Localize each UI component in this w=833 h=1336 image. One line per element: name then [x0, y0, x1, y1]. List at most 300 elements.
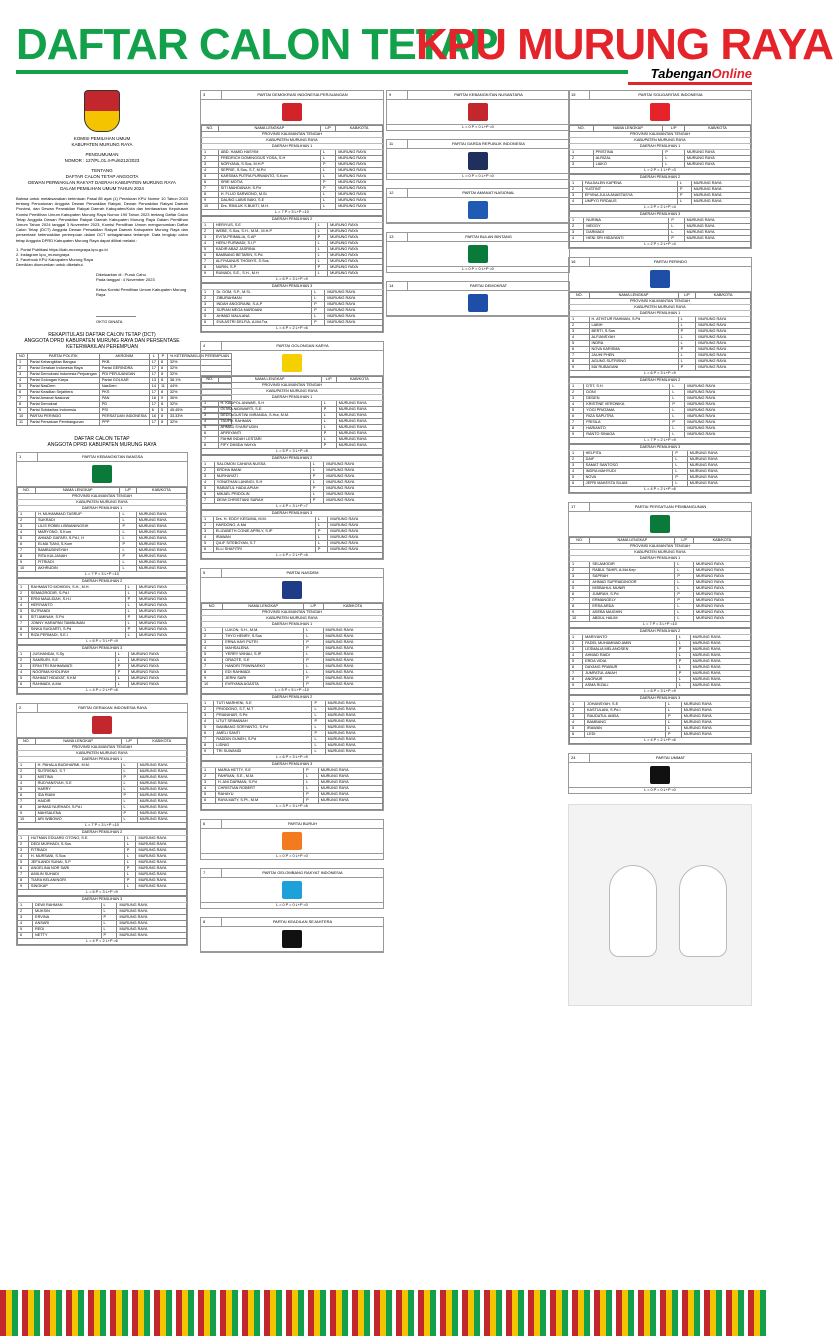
candidate-name: HELPITA: [583, 451, 673, 457]
city: MURUNG RAYA: [136, 542, 186, 548]
gender: L: [304, 774, 319, 780]
candidate-name: RAYA MATY, S.Pt., M.M: [215, 798, 303, 804]
gender: L: [304, 780, 319, 786]
gender: L: [670, 396, 685, 402]
city: MURUNG RAYA: [328, 265, 383, 271]
row-number: 7: [570, 353, 590, 359]
city: MURUNG RAYA: [684, 156, 750, 162]
announcement-body: Bahwa untuk melaksanakan ketentuan Pasal 85 ayat (1) Peraturan KPU Nomor 10 Tahun 2023 tentang Pencalonan Anggota Dewan Perwakilan Rakyat, Dewan Perwakilan Rakyat Daerah Provinsi, dan Dewan Perwakilan Rakyat Daerah Kabupaten/Kota dan berdasarkan Keputusan Komisi Pemilihan Umum Kabupaten Murung Raya Nomor 190 Tahun 2023 tentang Daftar Calon Tetap Anggota Dewan Perwakilan Rakyat Daerah Kabupaten Murung Raya Dalam Pemilihan Umum Tahun 2024 tanggal 3 November 2023, Komisi Pemilihan Umum mengumumkan Daftar Calon Tetap (DCT) Anggota Dewan Perwakilan Rakyat Daerah Kabupaten Murung Raya dan persentase keterwakilan perempuan dalam DCT sebagaimana terlampir. Data lengkap calon tetap Anggota DPRD Kabupaten Murung Raya dapat dilihat melalui :: [16, 196, 188, 243]
candidate-name: AFIRIYANTI: [218, 431, 321, 437]
gender: L: [673, 463, 687, 469]
column-header: L/P: [678, 293, 696, 299]
gender: L: [312, 713, 325, 719]
candidate-name: JERNI SARI: [223, 676, 304, 682]
city: MURUNG RAYA: [685, 414, 751, 420]
decorative-footer-border: [0, 1290, 768, 1336]
dapil-label: DAERAH PEMILIHAN 3: [18, 897, 187, 903]
city: MURUNG RAYA: [693, 586, 750, 592]
candidate-name: SALOMON CAHAYA NUSSA: [214, 462, 310, 468]
candidate-name: SAPRAH: [590, 574, 675, 580]
city: MURUNG RAYA: [325, 725, 382, 731]
party-number: 8: [201, 918, 222, 926]
row-number: 10: [18, 817, 36, 823]
gender: L: [315, 259, 328, 265]
party-number: 17: [569, 503, 590, 511]
row-number: 5: [570, 341, 590, 347]
city: MURUNG RAYA: [684, 162, 750, 168]
gender: L: [115, 658, 128, 664]
candidate-name: H. MURSANI, S.Sos: [28, 854, 124, 860]
gender: L: [121, 763, 137, 769]
gender: L: [673, 469, 687, 475]
party-number: 2: [17, 704, 38, 712]
gender: P: [676, 659, 690, 665]
row-number: 3: [18, 915, 33, 921]
candidate-name: IRAWAN: [213, 535, 315, 541]
candidate-name: ANSARI: [33, 921, 101, 927]
party-number: 7: [201, 869, 222, 877]
city: MURUNG RAYA: [137, 615, 187, 621]
party-name: PARTAI DEMOKRAT: [469, 283, 508, 288]
city: MURUNG RAYA: [136, 836, 187, 842]
column-header: NAMA LENGKAP: [218, 377, 321, 383]
candidate-name: FITRIADI: [35, 560, 120, 566]
candidate-table: [569, 377, 751, 444]
row-number: 9: [202, 271, 214, 277]
city: MURUNG RAYA: [336, 437, 382, 443]
gender: P: [321, 443, 336, 449]
row-number: 4: [570, 653, 583, 659]
gender: L: [310, 480, 323, 486]
gender: P: [124, 866, 136, 872]
gender: P: [312, 320, 325, 326]
city: MURUNG RAYA: [324, 480, 383, 486]
gender: L: [124, 884, 136, 890]
dapil-summary: L = 7 P = 3 L+P =10: [570, 622, 751, 628]
city: MURUNG RAYA: [325, 320, 383, 326]
gender: P: [315, 265, 328, 271]
gender: L: [673, 457, 687, 463]
city: MURUNG RAYA: [137, 811, 186, 817]
row-number: 3: [202, 529, 214, 535]
candidate-table: [17, 738, 187, 829]
party-name: PARTAI SOLIDARITAS INDONESIA: [638, 92, 703, 97]
party-header: [17, 704, 187, 713]
candidate-table: [569, 695, 751, 744]
candidate-name: WEBE, S.Sos, S.H., M.M., M.H.P: [213, 229, 315, 235]
city: MURUNG RAYA: [137, 763, 186, 769]
row-number: 5: [202, 314, 214, 320]
row-number: 7: [202, 186, 219, 192]
row-number: 1: [570, 150, 594, 156]
candidate-name: ASMA RIZALI: [583, 683, 677, 689]
row-number: 3: [202, 474, 215, 480]
city: MURUNG RAYA: [696, 347, 751, 353]
candidate-name: RABUL TAHIR, A.Md.Kep: [590, 568, 675, 574]
row-number: 6: [570, 347, 590, 353]
dapil-summary: L = 4 P = 2 L+P =6: [202, 326, 383, 332]
row-number: 4: [202, 480, 215, 486]
party-number: 11: [387, 140, 408, 148]
candidate-name: SUKRADI: [35, 518, 120, 524]
city: MURUNG RAYA: [136, 536, 186, 542]
row-number: 7: [202, 737, 214, 743]
dapil-summary: L = 6 P = 3 L+P =9: [202, 755, 383, 761]
candidate-table: [17, 896, 187, 945]
gender: L: [121, 787, 137, 793]
gender: L: [312, 725, 325, 731]
gender: P: [304, 676, 323, 682]
gender: L: [125, 633, 136, 639]
city: MURUNG RAYA: [336, 156, 383, 162]
city: MURUNG RAYA: [693, 604, 750, 610]
row-number: 4: [570, 720, 585, 726]
candidate-name: ELLI SHAFITRI: [213, 547, 315, 553]
row-number: 3: [202, 235, 214, 241]
gender: L: [315, 253, 328, 259]
gender: L: [315, 517, 328, 523]
party-header: [201, 869, 383, 878]
dapil-label: DAERAH PEMILIHAN 2: [202, 456, 383, 462]
candidate-name: ELIZABETH CONIE APRILY, S.IP: [213, 529, 315, 535]
dapil-summary: L = 4 P = 3 L+P =7: [202, 504, 383, 510]
candidate-name: JUMRAH, S.Pd: [590, 592, 675, 598]
candidate-name: BERTI, S.Sos: [589, 329, 678, 335]
row-number: 6: [202, 492, 215, 498]
row-number: 10: [18, 566, 36, 572]
city: MURUNG RAYA: [128, 670, 186, 676]
candidate-name: FAHMI INDAH LESTARI: [218, 437, 321, 443]
row-number: 6: [202, 731, 214, 737]
demokrat-logo-icon: [468, 294, 488, 312]
city: MURUNG RAYA: [324, 498, 383, 504]
gender: P: [304, 768, 319, 774]
city: MURUNG RAYA: [137, 585, 187, 591]
city: MURUNG RAYA: [136, 878, 187, 884]
gender: L: [124, 836, 136, 842]
candidate-name: JUSHANDAI, S.Sy: [30, 652, 115, 658]
city: MURUNG RAYA: [684, 218, 750, 224]
party-header: [387, 189, 569, 198]
row-number: 1: [202, 701, 214, 707]
city: MURUNG RAYA: [328, 535, 383, 541]
party-header: [569, 503, 751, 512]
city: MURUNG RAYA: [325, 296, 383, 302]
row-number: 3: [202, 640, 223, 646]
column-header: L/P: [121, 739, 137, 745]
row-number: 4: [570, 199, 583, 205]
gelora-logo-icon: [282, 881, 302, 899]
party-block-garuda: [386, 139, 570, 180]
dapil-label: DAERAH PEMILIHAN 1: [570, 311, 751, 317]
candidate-name: EDI RAHMADI: [223, 670, 304, 676]
city: MURUNG RAYA: [137, 597, 187, 603]
row-number: 7: [18, 872, 29, 878]
city: MURUNG RAYA: [137, 793, 186, 799]
city: MURUNG RAYA: [325, 308, 383, 314]
row-number: 3: [570, 230, 584, 236]
party-header: [569, 754, 751, 763]
candidate-name: ERNA HAYI PUTRI: [223, 640, 304, 646]
dapil-summary: L = 4 P = 2 L+P =6: [202, 553, 383, 559]
province-label: PROVINSI KALIMANTAN TENGAH: [202, 383, 383, 389]
party-name: PARTAI GELOMBANG RAKYAT INDONESIA: [262, 870, 343, 875]
party-logo: [201, 927, 383, 952]
column-header: L/P: [663, 126, 684, 132]
party-logo: [201, 829, 383, 854]
city: MURUNG RAYA: [324, 486, 383, 492]
candidate-name: HERIYUS, S.E: [213, 223, 315, 229]
city: MURUNG RAYA: [136, 854, 187, 860]
candidate-name: JAUHI PHEN: [589, 353, 678, 359]
row-number: 3: [18, 524, 36, 530]
city: MURUNG RAYA: [693, 616, 750, 622]
candidate-name: AHMAD RAIDI: [583, 653, 677, 659]
city: MURUNG RAYA: [136, 524, 186, 530]
nasdem-logo-icon: [282, 581, 302, 599]
city: MURUNG RAYA: [318, 798, 382, 804]
city: MURUNG RAYA: [323, 658, 382, 664]
city: MURUNG RAYA: [685, 396, 751, 402]
gender: L: [678, 199, 692, 205]
row-number: 2: [18, 842, 29, 848]
candidate-name: LUKON, S.H., M.M.: [223, 628, 304, 634]
city: MURUNG RAYA: [137, 609, 187, 615]
candidate-name: AHMAD MAULANA: [214, 314, 312, 320]
candidate-name: DAIF: [583, 457, 673, 463]
gender: P: [312, 308, 325, 314]
row-number: 9: [202, 749, 214, 755]
gender: L: [120, 536, 136, 542]
candidate-name: ANGELINA NOR SARI: [28, 866, 124, 872]
row-number: 4: [18, 530, 36, 536]
city: MURUNG RAYA: [324, 468, 383, 474]
candidate-name: SINGKAP: [28, 884, 124, 890]
mascot-right-icon: [679, 865, 727, 957]
city: MURUNG RAYA: [336, 174, 383, 180]
gender: L: [315, 241, 328, 247]
city: MURUNG RAYA: [128, 682, 186, 688]
party-logo: [17, 713, 187, 738]
gender: L: [304, 628, 323, 634]
regency-label: KABUPATEN MURUNG RAYA: [18, 500, 187, 506]
row-number: 7: [570, 598, 590, 604]
gender: L: [101, 903, 117, 909]
city: MURUNG RAYA: [136, 884, 187, 890]
column-header: NO.: [202, 604, 223, 610]
candidate-name: PRIANIHAR, S.Pd: [214, 713, 312, 719]
city: MURUNG RAYA: [136, 512, 186, 518]
candidate-name: H. ATHITUR RAHMAN, S.Pd: [589, 317, 678, 323]
gender: L: [312, 737, 325, 743]
candidate-name: BAMBANG SORYANTO, S.Pd: [214, 725, 312, 731]
dapil-summary: L = 6 P = 3 L+P =9: [570, 689, 751, 695]
city: MURUNG RAYA: [323, 676, 382, 682]
city: MURUNG RAYA: [685, 426, 751, 432]
regency-label: KABUPATEN MURUNG RAYA: [18, 751, 187, 757]
announcement-links: 1. Portal Publikasi https://kab-murungraya.kpu.go.id 2. Instagram kpu_murungraya 3. Facebook KPU Kabupaten Murung Raya Demikian diumumkan untuk diketahui.: [16, 246, 108, 268]
city: MURUNG RAYA: [690, 635, 750, 641]
candidate-name: RAHAYU: [215, 792, 303, 798]
gender: P: [312, 701, 325, 707]
gender: L: [124, 854, 136, 860]
row-number: 8: [202, 443, 219, 449]
city: MURUNG RAYA: [136, 548, 186, 554]
city: MURUNG RAYA: [128, 664, 186, 670]
party-block-pbb: [386, 232, 570, 273]
candidate-name: JONNY HARAPAN TAMBUNAN: [28, 621, 125, 627]
city: MURUNG RAYA: [324, 492, 383, 498]
party-block-demokrat: [386, 281, 570, 317]
candidate-name: MARYONO, S.Kom: [35, 530, 120, 536]
headline-right: KPU MURUNG RAYA: [416, 20, 833, 69]
row-number: 3: [202, 302, 214, 308]
gender: P: [678, 365, 696, 371]
column-header: NO.: [202, 377, 219, 383]
candidate-name: NORYANA, S.Sos, M.H.P: [218, 162, 320, 168]
party-header: [201, 342, 383, 351]
candidate-name: ARI WIBOWO: [35, 817, 121, 823]
candidate-table: [201, 694, 383, 761]
candidate-name: DEWI RAHMAN: [33, 903, 101, 909]
column-header: NO.: [18, 488, 36, 494]
row-number: 4: [202, 168, 219, 174]
party-header: [387, 91, 569, 100]
gender: P: [124, 848, 136, 854]
party-summary: L = 0 P = 0 L+P =0: [462, 267, 494, 271]
row-number: 1: [570, 451, 584, 457]
gender: L: [101, 921, 117, 927]
candidate-name: BAMBANG: [584, 720, 665, 726]
brand-logo: TabenganOnline: [650, 66, 752, 81]
party-number: 14: [387, 282, 408, 290]
candidate-table: [569, 125, 751, 174]
party-number: 16: [569, 258, 590, 266]
row-number: 1: [202, 517, 214, 523]
row-number: 9: [18, 560, 36, 566]
candidate-name: ALFIYAANUS THOMYS, S.Sos: [213, 259, 315, 265]
gender: L: [125, 609, 136, 615]
province-label: PROVINSI KALIMANTAN TENGAH: [570, 132, 751, 138]
row-number: 1: [202, 768, 216, 774]
candidate-name: JEFILANDI SUNAI, S.P: [28, 860, 124, 866]
candidate-name: RUMADI, S.E., S.H., M.H: [213, 271, 315, 277]
candidate-name: BAMBANG BETARIN, S.Pd.: [213, 253, 315, 259]
gender: L: [673, 481, 687, 487]
party-logo: [569, 100, 751, 125]
row-number: 5: [18, 927, 33, 933]
candidate-name: SELAMODIR: [590, 562, 675, 568]
gender: L: [675, 604, 694, 610]
gender: P: [124, 878, 136, 884]
gender: P: [321, 186, 336, 192]
row-number: 3: [202, 162, 219, 168]
row-number: 7: [202, 664, 223, 670]
row-number: 3: [202, 713, 214, 719]
gender: P: [121, 793, 137, 799]
row-number: 6: [202, 658, 223, 664]
row-number: 2: [570, 323, 590, 329]
row-number: 5: [570, 408, 584, 414]
candidate-name: AKHRUDIN: [35, 566, 120, 572]
city: MURUNG RAYA: [681, 714, 750, 720]
city: MURUNG RAYA: [137, 775, 186, 781]
column-header: L/P: [321, 126, 336, 132]
city: MURUNG RAYA: [137, 591, 187, 597]
pbb-logo-icon: [468, 245, 488, 263]
candidate-name: UTUT SRIMANAH: [214, 719, 312, 725]
city: MURUNG RAYA: [696, 359, 751, 365]
gender: P: [120, 542, 136, 548]
row-number: 6: [570, 592, 590, 598]
row-number: 2: [202, 156, 219, 162]
gender: P: [678, 193, 692, 199]
row-number: 3: [570, 463, 584, 469]
gender: L: [321, 174, 336, 180]
gender: L: [678, 335, 696, 341]
dapil-summary: L = 6 P = 3 L+P =9: [570, 371, 751, 377]
candidate-name: DEDI AGUSTINI MIRANDA, S.Hut, M.M.: [218, 413, 321, 419]
dapil-label: DAERAH PEMILIHAN 2: [202, 217, 383, 223]
party-name: PARTAI PERINDO: [653, 259, 688, 264]
row-number: 3: [570, 647, 583, 653]
candidate-name: NOORMA KHOLIFAH: [30, 670, 115, 676]
dapil-label: DAERAH PEMILIHAN 2: [202, 695, 383, 701]
row-number: 5: [18, 536, 36, 542]
party-name: PARTAI BURUH: [287, 821, 318, 826]
gender: L: [676, 635, 690, 641]
city: MURUNG RAYA: [690, 683, 750, 689]
candidate-name: JEFRI MAKESTA SILAM: [583, 481, 673, 487]
candidate-name: DARMADI: [584, 230, 669, 236]
city: MURUNG RAYA: [128, 652, 186, 658]
row-number: 3: [570, 574, 590, 580]
candidate-table: [17, 578, 187, 645]
gender: L: [670, 426, 685, 432]
row-number: 8: [202, 743, 214, 749]
row-number: 9: [202, 198, 219, 204]
candidate-name: BAMBUDINSYAH: [35, 548, 120, 554]
candidate-name: KARSIMA PUTRA PURWANTO, S.Kom: [218, 174, 320, 180]
city: MURUNG RAYA: [681, 726, 750, 732]
city: MURUNG RAYA: [696, 335, 751, 341]
row-number: 7: [570, 671, 583, 677]
row-number: 4: [18, 670, 31, 676]
city: MURUNG RAYA: [137, 817, 186, 823]
gender: P: [121, 811, 137, 817]
row-number: 3: [18, 664, 31, 670]
row-number: 5: [202, 725, 214, 731]
dapil-label: DAERAH PEMILIHAN 1: [18, 757, 187, 763]
city: MURUNG RAYA: [318, 768, 382, 774]
city: MURUNG RAYA: [328, 229, 383, 235]
city: MURUNG RAYA: [117, 927, 187, 933]
candidate-name: MISTINA: [35, 775, 121, 781]
candidate-name: AHMAD SUPRIADINOOR: [590, 580, 675, 586]
city: MURUNG RAYA: [136, 842, 187, 848]
candidate-table: [569, 444, 751, 493]
party-number: 24: [569, 754, 590, 762]
candidate-name: PRISTINA: [593, 150, 663, 156]
gender: P: [678, 347, 696, 353]
city: MURUNG RAYA: [336, 443, 382, 449]
candidate-name: NURHAYATI: [214, 474, 310, 480]
buruh-logo-icon: [282, 832, 302, 850]
candidate-name: ERNI MAULIDAH, S.H.I: [28, 597, 125, 603]
gender: L: [312, 296, 325, 302]
party-logo: [17, 462, 187, 487]
gender: P: [665, 714, 681, 720]
